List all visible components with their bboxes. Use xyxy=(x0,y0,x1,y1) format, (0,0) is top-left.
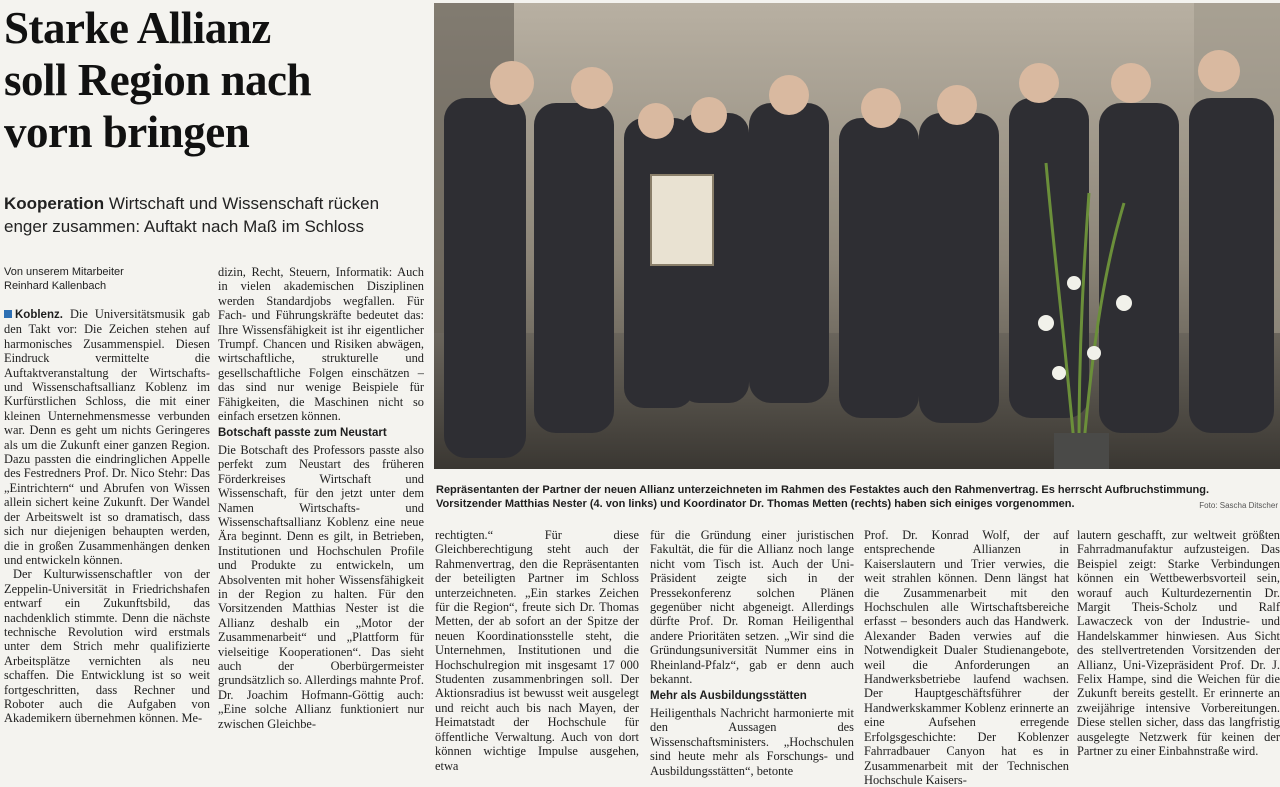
article-column-3 xyxy=(435,528,639,787)
article-column-4 xyxy=(650,528,854,787)
column-5-paragraph-1: Prof. Dr. Konrad Wolf, der auf entsprechende Allianzen in Kaiserslautern und Trier verwies, die weit strahlen können. Denn längst hat die Zusammenarbeit mit den Hochschulen alle Wirtschaftsbereiche erfasst – besonders auch das Handwerk. Alexander Baden verwies auf die Notwendigkeit Dualer Studienangebote, weil die Anforderungen an Handwerksbetriebe laufend wachsen. Der Hauptgeschäftsführer der Handwerkskammer Koblenz erinnerte an eine Aufsehen erregende Erfolgsgeschichte: Der Koblenzer Fahrradbauer Canyon hat es in Zusammenarbeit mit der Technischen Hochschule Kaisers- xyxy=(864,528,1069,787)
headline-line-1: Starke Allianz xyxy=(4,3,271,53)
column-3-paragraph-1: rechtigten.“ Für diese Gleichberechtigung steht auch der Rahmenvertrag, den die Repräsentanten der beteiligten Partner im Schloss unterzeichneten. „Ein starkes Zeichen für die Region“, freute sich Dr. Thomas Metten, der ab sofort an der Spitze der neuen Koordinationsstelle steht, die Unternehmen, Institutionen und die Hochschulregion mit insgesamt 17 000 Studenten zusammenbringen soll. Der Aktionsradius ist bewusst weit ausgelegt und reicht auch bis nach Mayen, der Heimatstadt der Hochschule für öffentliche Verwaltung. Auch von dort können wichtige Impulse ausgehen, etwa xyxy=(435,528,639,773)
column-2-paragraph-1: dizin, Recht, Steuern, Informatik: Auch in vielen akademischen Disziplinen werden Standardjobs wegfallen. Für Fach- und Führungskräfte bedeutet das: Ihre Wissensfähigkeit ist ihr eigentlicher Trumpf. Chancen und Risiken abwägen, wirtschaftliche, strukturelle und gesellschaftliche Folgen einschätzen – das sind nur wenige Beispiele für Fähigkeiten, die Maschinen nicht so einfach ersetzen können. xyxy=(218,265,424,424)
byline-author: Reinhard Kallenbach xyxy=(4,280,107,292)
column-4-paragraph-1: für die Gründung einer juristischen Fakultät, die für die Allianz noch lange nicht vom Tisch ist. Auch der Uni-Präsident zeigte sich in der Pressekonferenz solchen Plänen gegenüber nicht abgeneigt. Allerdings dürfte Prof. Dr. Roman Heiligenthal andere Prioritäten setzen. „Wir sind die Gründungsuniversität Nummer eins in Rheinland-Pfalz“, gab er denn auch bekannt. xyxy=(650,528,854,687)
article-subheadline xyxy=(4,192,424,238)
subhead-kicker: Kooperation xyxy=(4,194,105,213)
column-4-paragraph-2: Heiligenthals Nachricht harmonierte mit den Aussagen des Wissenschaftsministers. „Hochschulen sind heute mehr als Forschungs- und Ausbildungsstätten“, betonte xyxy=(650,705,854,778)
photo-credit: Foto: Sascha Ditscher xyxy=(1199,501,1278,510)
dateline: Koblenz. xyxy=(15,309,63,321)
column-1-text-1: Die Universitätsmusik gab den Takt vor: Die Zeichen stehen auf harmonisches Zusammenspiel. Diesen Eindruck vermittelte die Auftaktveranstaltung der Wirtschafts- und Wissenschaftsallianz Koblenz im Kurfürstlichen Schloss, die mit einer kleinen Unternehmensmesse verbunden war. Denn es geht um nichts Geringeres als um die Zukunft einer ganzen Region. Dazu passten die eindringlichen Appelle des Festredners Prof. Dr. Nico Stehr: Das „Eintrichtern“ und Abrufen von Wissen allein sichert keine Zukunft. Der Wandel der Arbeitswelt ist so dramatisch, dass sich nur diejenigen behaupten werden, die in großen Zusammenhängen denken und entwickeln können. xyxy=(4,307,210,567)
subhead-text: Wirtschaft und Wissenschaft rücken enger zusammen: Auftakt nach Maß im Schloss xyxy=(4,194,380,236)
byline xyxy=(4,265,214,293)
column-2-paragraph-2: Die Botschaft des Professors passte also perfekt zum Neustart des früheren Förderkreises Wirtschaft und Wissenschaft, für den jetzt unter dem Namen Wirtschafts- und Wissenschaftsallianz Koblenz eine neue Ära beginnt. Denn es gilt, in Betrieben, Institutionen und Hochschulen Profile und Produkte zu entwickeln, um Absolventen mit hoher Wissensfähigkeit in der Region zu halten. Für den Vorsitzenden Matthias Nester ist die Allianz deshalb ein „Motor der Zusammenarbeit“ und „Plattform für vielseitige Kooperationen“. Das sieht auch der Oberbürgermeister grundsätzlich so. Allerdings mahnte Prof. Dr. Joachim Hofmann-Göttig auch: „Eine solche Allianz funktioniert nur zwischen Gleichbe- xyxy=(218,442,424,731)
column-4-subheading: Mehr als Ausbildungsstätten xyxy=(650,690,807,703)
article-photo xyxy=(434,3,1280,469)
byline-line-1: Von unserem Mitarbeiter xyxy=(4,266,124,278)
dateline-square-icon xyxy=(4,310,12,318)
photo-caption: Repräsentanten der Partner der neuen Allianz unterzeichneten im Rahmen des Festaktes auch den Rahmenvertrag. Es herrscht Aufbruchstimmung. Vorsitzender Matthias Nester (4. von links) und Koordinator Dr. Thomas Metten (rechts) haben sich einiges vorgenommen. xyxy=(436,484,1210,510)
column-1-paragraph-2: Der Kulturwissenschaftler von der Zeppelin-Universität in Friedrichshafen entwarf ein Zukunftsbild, das nachdenklich stimmte. Denn die nächste technische Revolution wird erstmals unter dem Strich mehr qualifizierte Arbeitsplätze vernichten als neu schaffen. Die Entwicklung ist so weit fortgeschritten, dass Rechner und Roboter auch die Aufgaben von Akademikern übernehmen können. Me- xyxy=(4,567,210,726)
article-column-1 xyxy=(4,307,210,787)
column-6-paragraph-1: lautern geschafft, zur weltweit größten Fahrradmanufaktur aufzusteigen. Das Beispiel zeigt: Starke Verbindungen können ein Wettbewerbsvorteil sein, worauf auch Kulturdezernentin Dr. Margit Theis-Scholz und Ralf Lawaczeck von der Industrie- und Handelskammer hinwiesen. Aus Sicht des stellvertretenden Vorsitzenden der Allianz, Uni-Vizepräsident Prof. Dr. J. Felix Hampe, sind die Weichen für die Zukunft bereits gestellt. Er erinnerte an zweijährige intensive Vorbereitungen. Diese stellen sicher, dass das langfristig ausgelegte Netzwerk für keinen der Partner zu einer Einbahnstraße wird. xyxy=(1077,528,1280,759)
column-1-paragraph-1 xyxy=(4,307,210,567)
article-column-2 xyxy=(218,265,424,787)
article-headline xyxy=(4,2,429,158)
article-column-5 xyxy=(864,528,1069,787)
column-2-subheading: Botschaft passte zum Neustart xyxy=(218,427,387,440)
article-column-6 xyxy=(1077,528,1280,787)
headline-line-2: soll Region nach xyxy=(4,55,312,105)
headline-line-3: vorn bringen xyxy=(4,107,250,157)
group-photo-image xyxy=(434,3,1280,469)
